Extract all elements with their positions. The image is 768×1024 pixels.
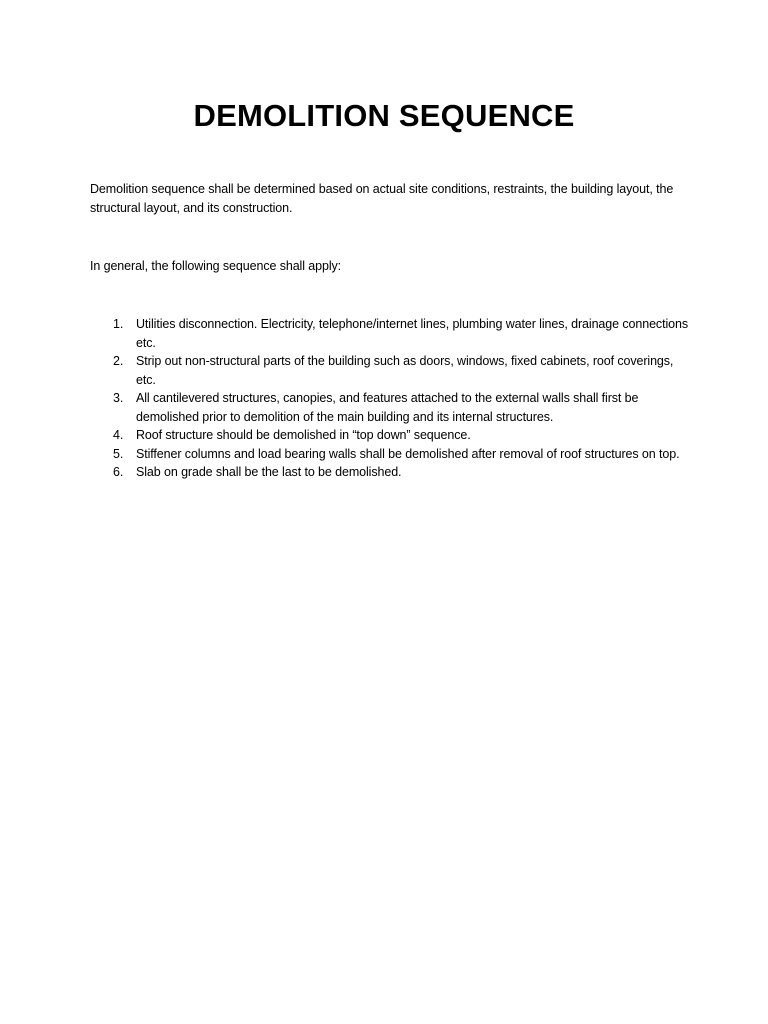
list-item <box>90 445 690 464</box>
list-item <box>90 389 690 426</box>
step-number: 4. <box>113 428 124 442</box>
intro-paragraph: Demolition sequence shall be determined based on actual site conditions, restraints, the building layout, the structural layout, and its construction. <box>90 182 674 215</box>
step-text: Slab on grade shall be the last to be demolished. <box>136 465 402 479</box>
step-number: 1. <box>113 317 124 331</box>
sequence-lead-text: In general, the following sequence shall apply: <box>90 259 342 273</box>
step-text: Stiffener columns and load bearing walls shall be demolished after removal of roof structures on top. <box>136 446 680 461</box>
step-text: Strip out non-structural parts of the building such as doors, windows, fixed cabinets, roof coverings, etc. <box>136 354 674 387</box>
list-item <box>90 352 690 389</box>
step-text: Utilities disconnection. Electricity, telephone/internet lines, plumbing water lines, drainage connections etc. <box>136 317 688 350</box>
document-title: DEMOLITION SEQUENCE <box>193 98 575 133</box>
list-item <box>90 315 690 352</box>
list-item <box>90 463 690 482</box>
step-text: Roof structure should be demolished in “top down” sequence. <box>136 428 471 442</box>
step-number: 3. <box>113 391 124 405</box>
list-item <box>90 426 690 445</box>
demolition-steps-list <box>90 315 690 482</box>
step-text: All cantilevered structures, canopies, and features attached to the external walls shall first be demolished prior to demolition of the main building and its internal structures. <box>136 391 639 424</box>
step-number: 5. <box>113 446 124 461</box>
step-number: 2. <box>113 354 124 368</box>
step-number: 6. <box>113 465 124 479</box>
